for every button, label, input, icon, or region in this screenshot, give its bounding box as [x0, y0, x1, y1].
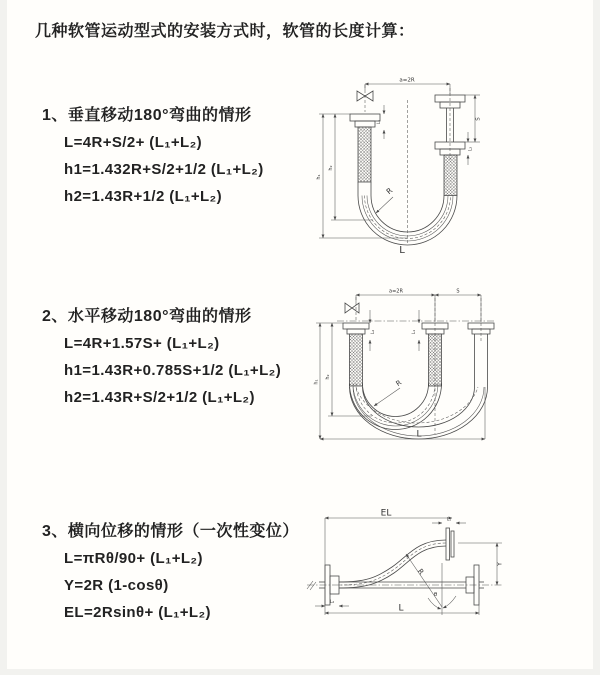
dimension-lines: [315, 509, 504, 616]
dim-label-a2r: a=2R: [399, 77, 415, 84]
formula-L: L=4R+S/2+ (L₁+L₂): [64, 134, 203, 151]
dim-label-radius: R: [394, 378, 404, 389]
dim-label-l1: L₁: [446, 517, 452, 523]
dim-label-h2: h₂: [325, 374, 331, 380]
dim-label-length: L: [398, 603, 404, 614]
hose-u-bend-position-1: [350, 384, 442, 430]
section-1-heading: 1、垂直移动180°弯曲的情形: [42, 107, 252, 124]
dim-label-y: Y: [496, 562, 504, 566]
dim-label-el: EL: [380, 508, 392, 519]
centerline-break-mark: [307, 581, 316, 590]
upper-flange: [446, 528, 454, 560]
dim-label-l2: L₂: [329, 600, 335, 605]
dim-label-angle: θ: [433, 592, 438, 598]
left-pipe-fitting: [350, 114, 380, 182]
dim-label-length: L: [399, 245, 405, 256]
left-pipe-fitting: [343, 323, 369, 386]
dim-label-l2: L₂: [468, 146, 474, 152]
dim-label-h2: h₂: [328, 165, 334, 171]
braided-hose-section: [444, 155, 457, 196]
formula-L: L=πRθ/90+ (L₁+L₂): [64, 550, 203, 567]
formula-h1: h1=1.432R+S/2+1/2 (L₁+L₂): [64, 161, 264, 178]
diagram-vertical-180-bend: [313, 72, 493, 262]
dim-label-radius: R: [415, 567, 426, 577]
dim-label-h1: h₁: [313, 379, 320, 385]
section-2-heading: 2、水平移动180°弯曲的情形: [42, 308, 252, 325]
braided-hose-section: [429, 334, 442, 386]
scan-edge-right: [593, 0, 600, 675]
formula-h2: h2=1.43R+S/2+1/2 (L₁+L₂): [64, 389, 255, 406]
diagram-horizontal-180-bend: [312, 282, 504, 450]
dim-label-a2r: a=2R: [389, 288, 403, 295]
dim-label-h1: h₁: [316, 174, 322, 180]
valve-icon: [345, 303, 359, 313]
braided-hose-section: [358, 127, 371, 182]
formula-EL: EL=2Rsinθ+ (L₁+L₂): [64, 604, 211, 621]
dim-label-length: L: [416, 429, 422, 440]
braided-hose-section: [350, 334, 363, 386]
right-pipe-fitting: [468, 323, 494, 387]
dimension-lines: [314, 289, 486, 440]
dim-label-radius: R: [384, 185, 395, 197]
formula-Y: Y=2R (1-cosθ): [64, 577, 169, 594]
section-3-heading: 3、横向位移的情形（一次性变位）: [42, 523, 299, 540]
formula-h2: h2=1.43R+1/2 (L₁+L₂): [64, 188, 223, 205]
section-1: [42, 102, 264, 206]
section-2: [42, 303, 281, 407]
angle-annotation: [406, 554, 456, 615]
formula-L: L=4R+1.57S+ (L₁+L₂): [64, 335, 220, 352]
middle-pipe-fitting: [422, 323, 448, 386]
dim-label-s: S: [456, 288, 460, 295]
scan-edge-bottom: [0, 669, 600, 675]
scan-edge-left: [0, 0, 7, 675]
page-title: 几种软管运动型式的安装方式时，软管的长度计算：: [35, 23, 415, 40]
displaced-hose-curve: [339, 540, 446, 588]
dim-label-l2: L₂: [371, 329, 376, 335]
diagram-lateral-displacement: [303, 503, 510, 631]
section-3: [42, 518, 299, 622]
dim-label-l1: L₁: [377, 119, 382, 125]
centerlines: [365, 85, 450, 244]
dim-label-s: S: [475, 117, 482, 121]
dim-label-l1: L₁: [412, 329, 417, 335]
formula-h1: h1=1.43R+0.785S+1/2 (L₁+L₂): [64, 362, 282, 379]
